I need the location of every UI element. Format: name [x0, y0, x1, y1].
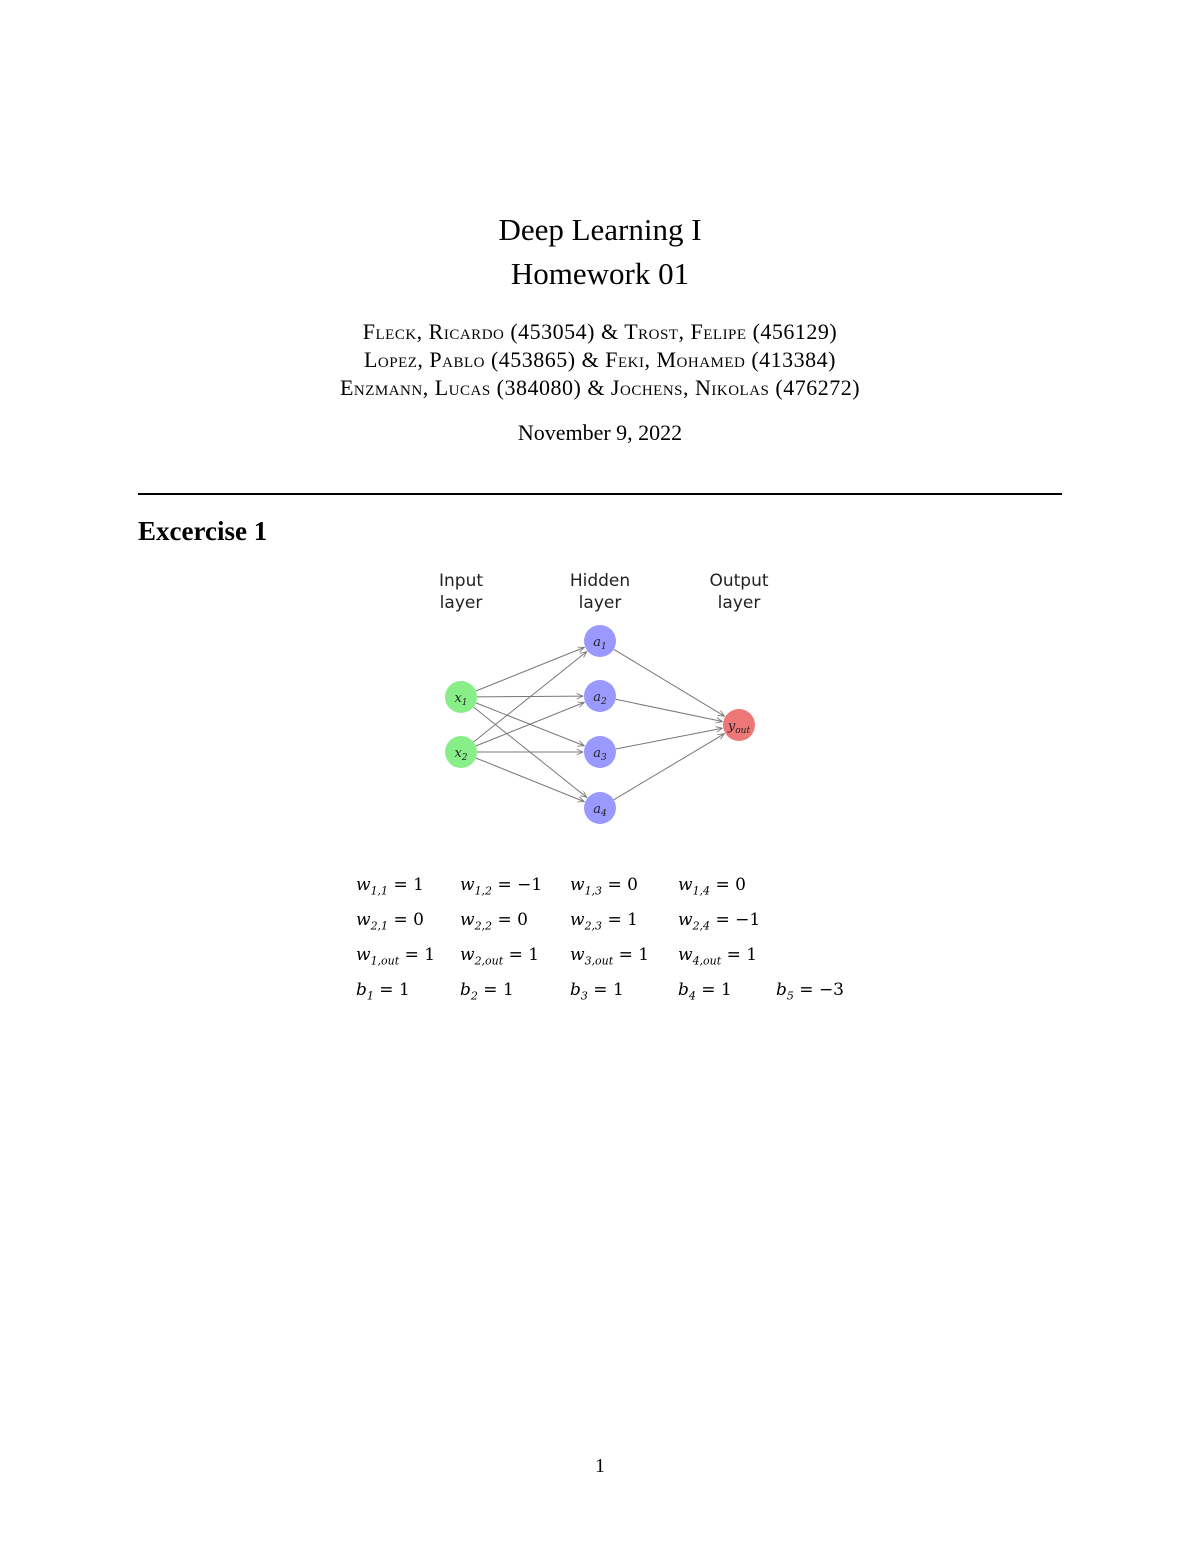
equation: $w_{2,out} = 1$ — [460, 945, 540, 968]
input-layer-label: layer — [439, 593, 483, 613]
author-line: Lopez, Pablo (453865) & Feki, Mohamed (413384) — [363, 347, 837, 372]
equation: $w_{1,out} = 1$ — [356, 945, 436, 968]
edge-a1-yout — [614, 649, 725, 716]
equation: $w_{2,2} = 0$ — [460, 910, 528, 933]
input-node-x2 — [445, 736, 477, 768]
document-date: November 9, 2022 — [517, 420, 683, 445]
input-node-x1 — [445, 681, 477, 713]
node-label: $y_{out}$ — [727, 719, 751, 736]
hidden-node-a2 — [584, 680, 616, 712]
hidden-node-a3 — [584, 736, 616, 768]
output-node-yout — [723, 709, 755, 741]
equation: $b_1 = 1$ — [356, 980, 410, 1003]
hidden-node-a4 — [584, 792, 616, 824]
hidden-node-a1 — [584, 625, 616, 657]
equation: $w_{3,out} = 1$ — [570, 945, 650, 968]
equation: $w_{2,1} = 0$ — [356, 910, 424, 933]
node-group — [445, 625, 755, 824]
edge-a2-yout — [616, 699, 723, 721]
input-layer-label: Input — [438, 571, 484, 591]
edge-x2-a4 — [476, 758, 584, 802]
node-label: $a_2$ — [593, 690, 607, 707]
equation: $b_5 = -3$ — [776, 980, 845, 1003]
node-label: $a_1$ — [593, 635, 607, 652]
author-line: Enzmann, Lucas (384080) & Jochens, Nikolas (476272) — [339, 375, 861, 400]
equation: $w_{2,3} = 1$ — [570, 910, 638, 933]
equation: $w_{2,4} = -1$ — [678, 910, 761, 933]
edge-a3-yout — [616, 728, 723, 749]
equation: $w_{1,4} = 0$ — [678, 875, 746, 898]
equation: $b_2 = 1$ — [460, 980, 514, 1003]
node-label: $x_1$ — [454, 691, 468, 708]
page-number: 1 — [595, 1455, 605, 1477]
node-label: $x_2$ — [454, 746, 468, 763]
output-layer-label: Output — [709, 571, 769, 591]
section-heading: Excercise 1 — [138, 516, 268, 546]
edge-x1-a1 — [476, 647, 584, 691]
edge-group — [474, 647, 725, 801]
author-line: Fleck, Ricardo (453054) & Trost, Felipe (456129) — [362, 319, 838, 344]
equation: $w_{1,3} = 0$ — [570, 875, 638, 898]
output-layer-label: layer — [717, 593, 761, 613]
equation: $b_4 = 1$ — [678, 980, 732, 1003]
equation: $w_{1,1} = 1$ — [356, 875, 424, 898]
document-subtitle: Homework 01 — [510, 256, 690, 291]
document-title: Deep Learning I — [498, 212, 702, 247]
node-label: $a_3$ — [593, 746, 607, 763]
edge-a4-yout — [614, 734, 725, 800]
hidden-layer-label: layer — [578, 593, 622, 613]
equation: $b_3 = 1$ — [570, 980, 624, 1003]
equation: $w_{1,2} = -1$ — [460, 875, 543, 898]
equation: $w_{4,out} = 1$ — [678, 945, 758, 968]
hidden-layer-label: Hidden — [569, 571, 631, 591]
node-label: $a_4$ — [593, 802, 607, 819]
